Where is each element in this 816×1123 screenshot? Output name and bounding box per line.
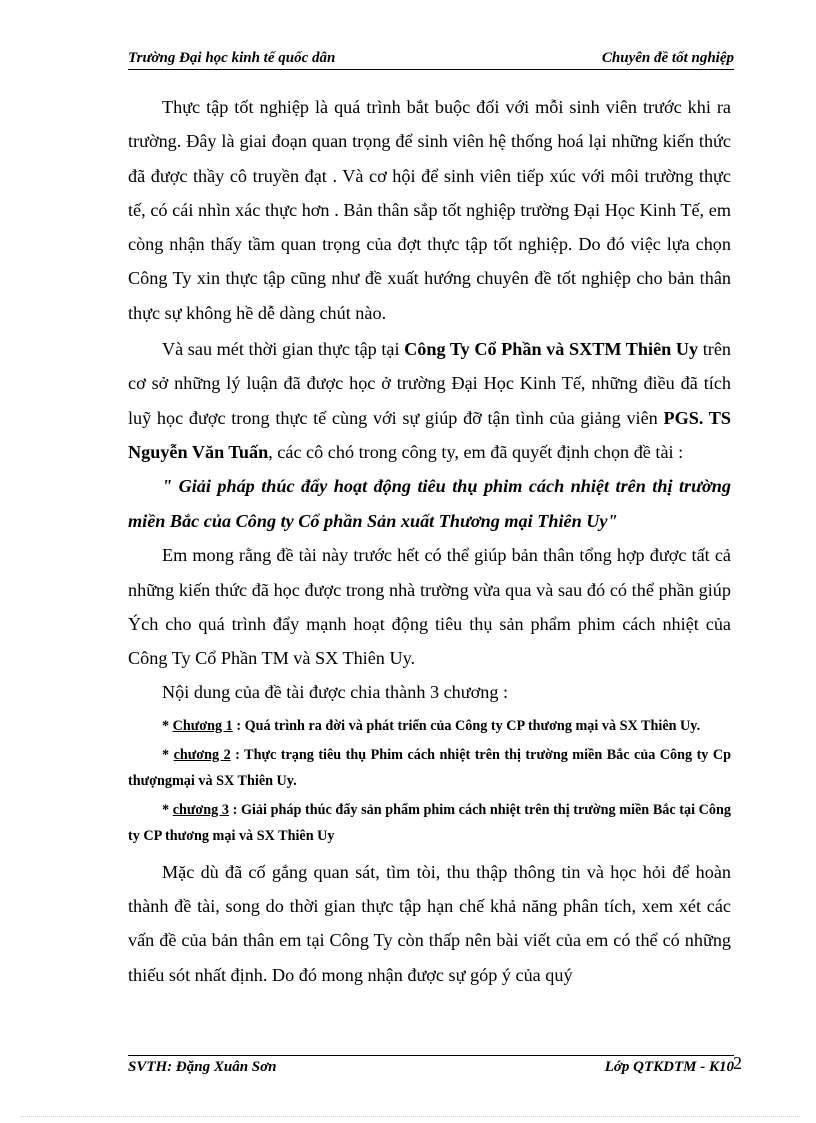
paragraph-contents-intro: Nội dung của đề tài được chia thành 3 chương : — [162, 682, 509, 703]
chapter-text: : Giải pháp thúc đẩy sản phẩm phim cách nhiệt trên thị trường miền Bắc tại Công ty CP thương mại và SX Thiên Uy — [128, 801, 731, 844]
chapter-item — [128, 742, 731, 794]
chapter-bullet: * — [162, 746, 174, 763]
paragraph-text: , các cô chó trong công ty, em đã quyết định chọn đề tài : — [268, 441, 684, 462]
paragraph-text: Và sau mét thời gian thực tập tại — [162, 339, 405, 360]
paragraph-text: trên cơ sở những lý luận đã được học ở trường Đại Học Kinh Tế, những điều đã tích luỹ học được trong thực tế cùng với sự giúp đỡ tận tình của giảng viên — [128, 339, 731, 428]
paragraph-thesis-choice — [128, 332, 731, 469]
paragraph-goal: Em mong rằng đề tài này trước hết có thể giúp bản thân tổng hợp được tất cả những kiến thức đã học được trong nhà trường vừa qua và sau đó có thể phần giúp Ých cho quá trình đẩy mạnh hoạt động tiêu thụ sản phẩm phim cách nhiệt của Công Ty Cổ Phần TM và SX Thiên Uy. — [128, 545, 731, 669]
header-title: Chuyên đề tốt nghiệp — [601, 50, 734, 66]
document-body — [128, 90, 731, 992]
chapter-bullet: * — [162, 801, 173, 818]
page-number: 2 — [733, 1053, 742, 1073]
chapter-text: : Thực trạng tiêu thụ Phim cách nhiệt trên thị trường miền Bắc của Công ty Cp thượngmại và SX Thiên Uy. — [128, 746, 732, 789]
page-footer — [128, 1055, 734, 1076]
paragraph-closing: Mặc dù đã cố gắng quan sát, tìm tòi, thu thập thông tin và học hỏi để hoàn thành đề tài, song do thời gian thực tập hạn chế khả năng phân tích, xem xét các vấn đề của bản thân em tại Công Ty còn thấp nên bài viết của em có thể có những thiếu sót nhất định. Do đó mong nhận được sự góp ý của quý — [128, 861, 731, 985]
company-name: Công Ty Cổ Phần và SXTM Thiên Uy — [404, 339, 699, 360]
advisor-name: PGS. TS Nguyễn Văn Tuấn — [128, 407, 731, 462]
chapter-label: Chương 1 — [172, 717, 233, 734]
chapter-text: : Quá trình ra đời và phát triển của Công ty CP thương mại và SX Thiên Uy. — [232, 717, 701, 734]
chapter-label: chương 2 — [173, 746, 231, 763]
chapter-item — [128, 713, 731, 739]
paragraph-intro: Thực tập tốt nghiệp là quá trình bắt buộc đối với mỗi sinh viên trước khi ra trường. Đây là giai đoạn quan trọng để sinh viên hệ thống hoá lại những kiến thức đã được thầy cô truyền đạt . Và cơ hội để sinh viên tiếp xúc với môi trường thực tế, có cái nhìn xác thực hơn . Bản thân sắp tốt nghiệp trường Đại Học Kinh Tế, em còng nhận thấy tầm quan trọng của đợt thực tập tốt nghiệp. Do đó việc lựa chọn Công Ty xin thực tập cũng như đề xuất hướng chuyên đề tốt nghiệp cho bản thân thực sự không hề dễ dàng chút nào. — [128, 97, 731, 323]
thesis-topic: " Giải pháp thúc đẩy hoạt động tiêu thụ phim cách nhiệt trên thị trường miền Bắc của Công ty Cổ phần Sản xuất Thương mại Thiên Uy" — [128, 476, 731, 531]
chapter-bullet: * — [162, 717, 173, 734]
footer-class: Lớp QTKDTM - K10 — [604, 1059, 734, 1075]
page-edge-divider — [20, 1116, 800, 1117]
header-school: Trường Đại học kinh tế quốc dân — [128, 50, 336, 66]
chapter-label: chương 3 — [172, 801, 229, 818]
chapter-item — [128, 797, 731, 849]
footer-student: SVTH: Đặng Xuân Sơn — [128, 1059, 277, 1075]
page-header — [128, 49, 734, 70]
